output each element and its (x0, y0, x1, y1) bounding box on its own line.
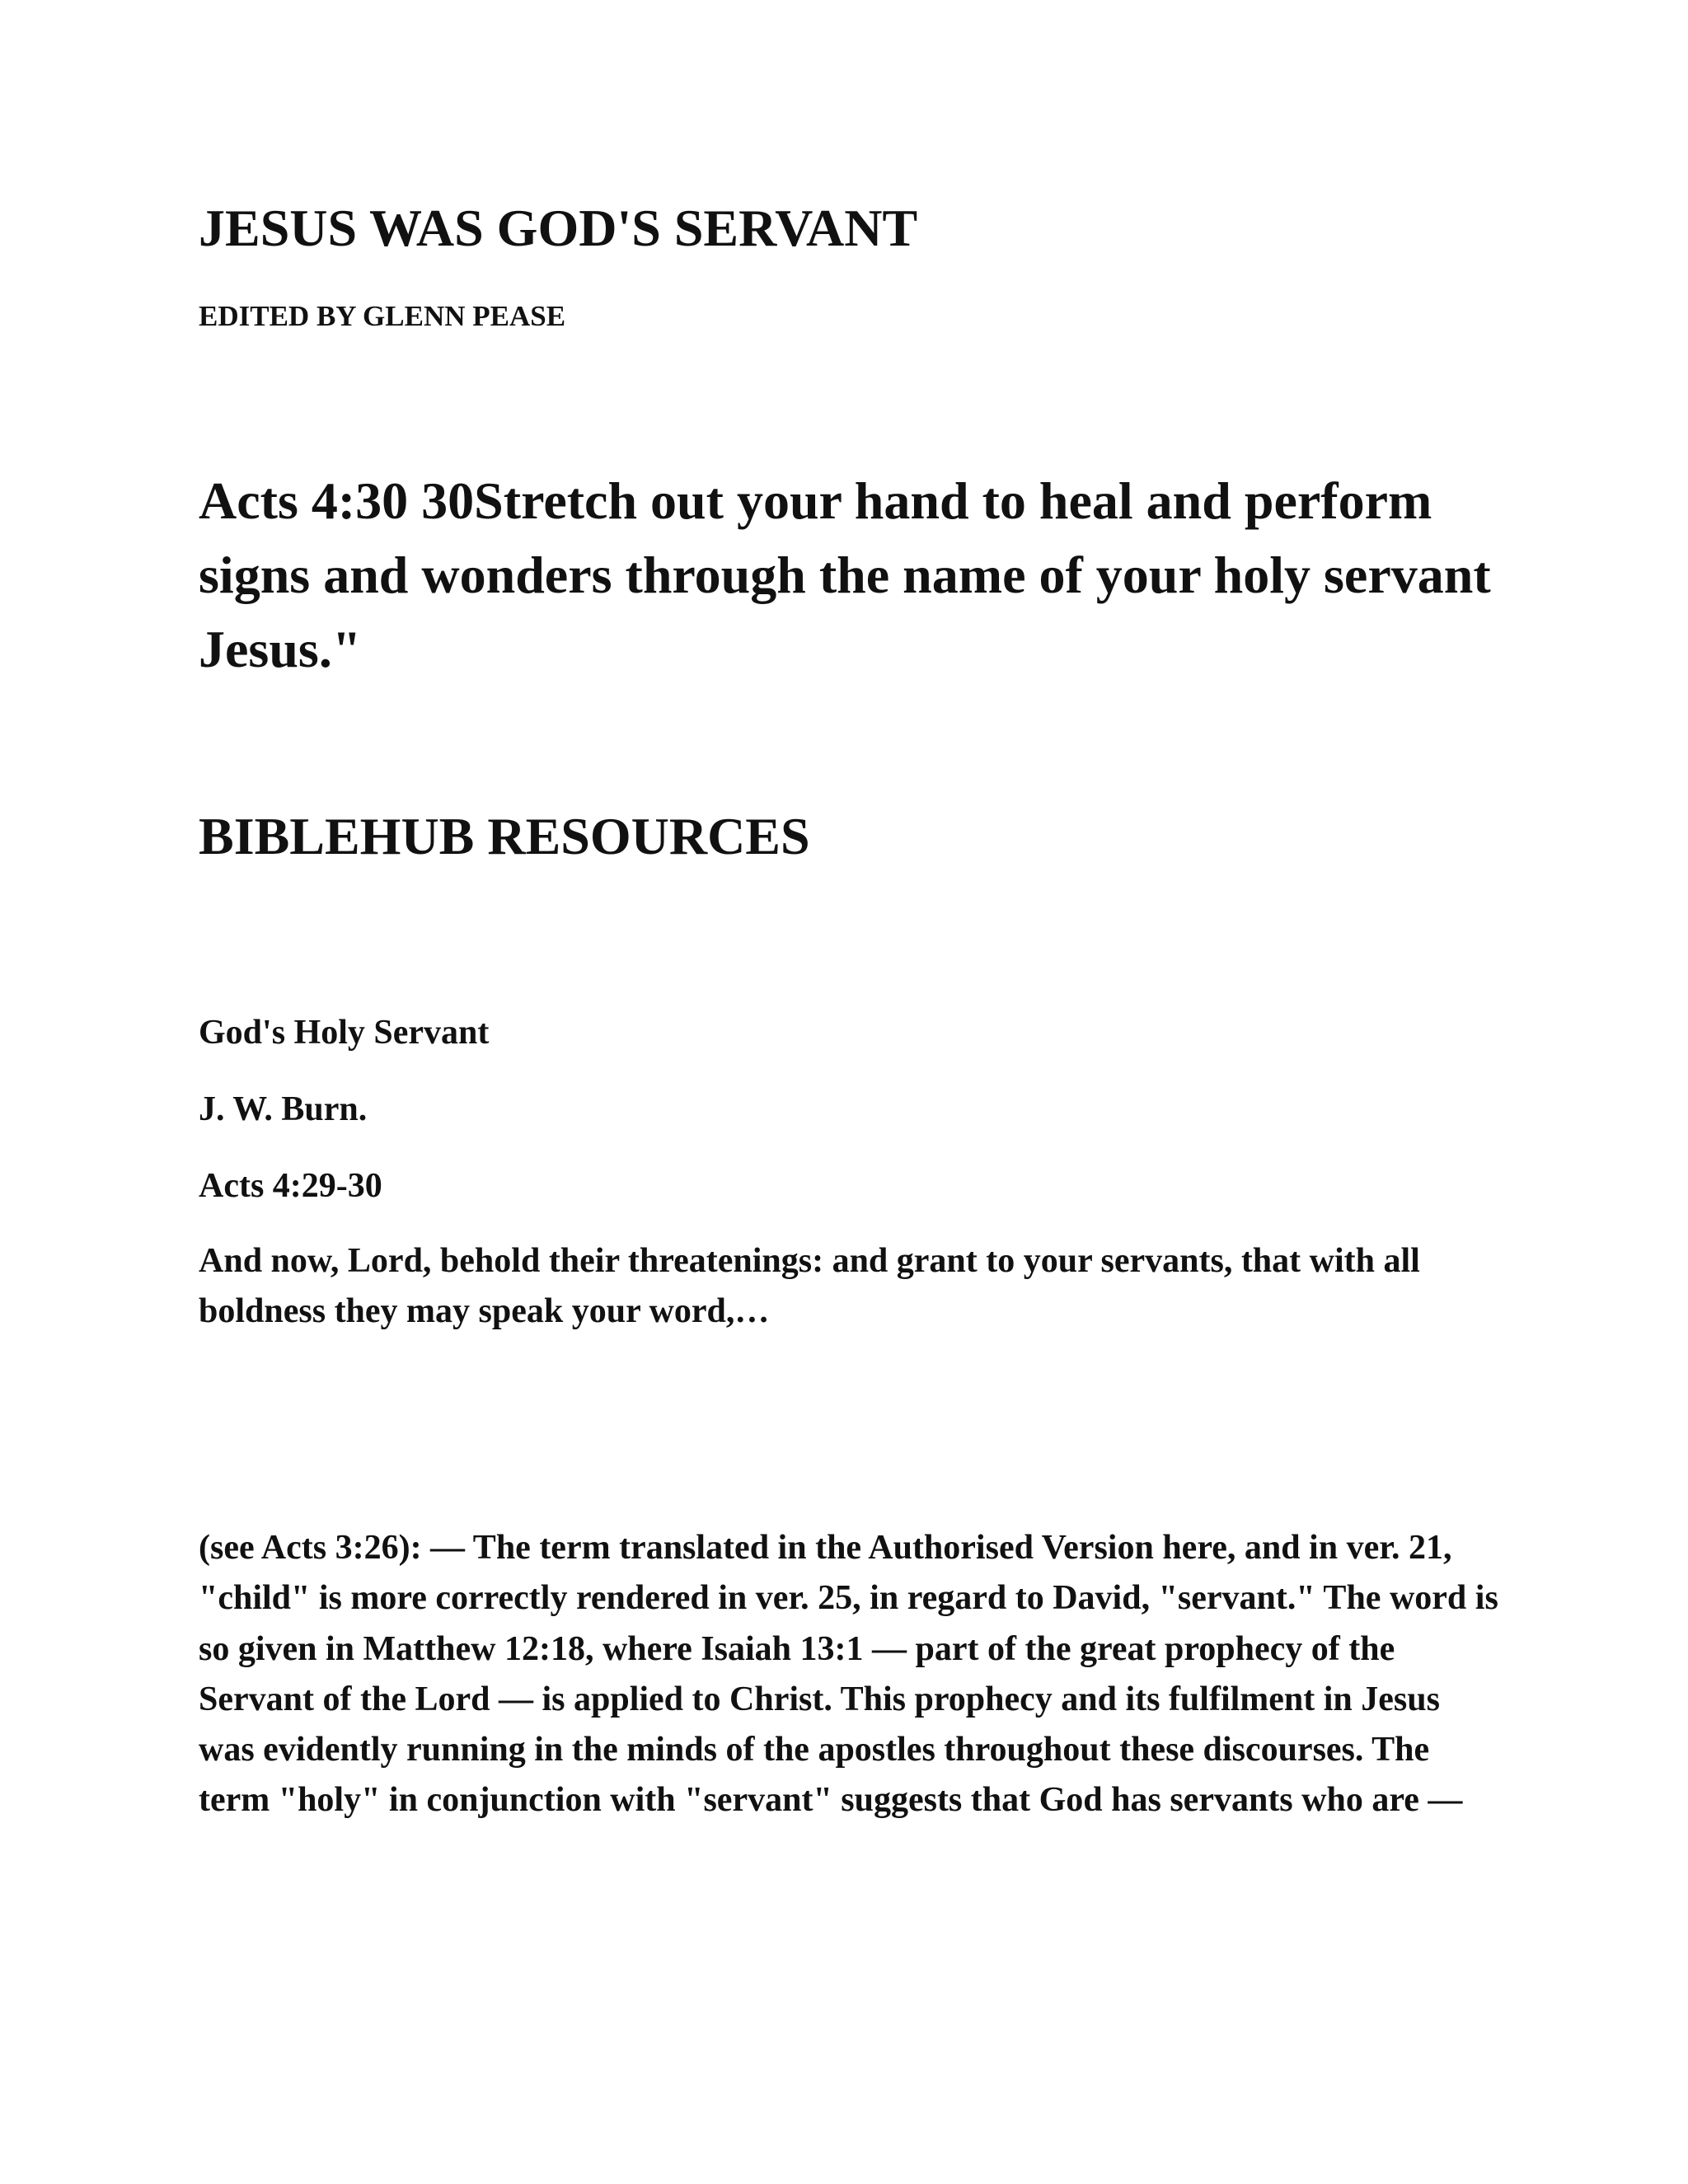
article-reference: Acts 4:29-30 (199, 1167, 382, 1205)
article-body: (see Acts 3:26): — The term translated in the Authorised Version here, and in ver. 21, "child" is more correctly rendered in ver. 25, in regard to David, "servant." The word is so given in Matthew 12:18, where Isaiah 13:1 — part of the great prophecy of the Servant of the Lord — is applied to Christ. This prophecy and its fulfilment in Jesus was evidently running in the minds of the apostles throughout these discourses. The term "holy" in conjunction with "servant" suggests that God has servants who are — (199, 1529, 1498, 1820)
article-author: J. W. Burn. (199, 1090, 368, 1128)
document-title: JESUS WAS GOD'S SERVANT (199, 199, 918, 257)
scripture-verse: Acts 4:30 30Stretch out your hand to heal and perform signs and wonders through the name of your holy servant Jesus." (199, 471, 1491, 678)
article-title: God's Holy Servant (199, 1014, 490, 1052)
editor-credit: EDITED BY GLENN PEASE (199, 300, 566, 332)
article-excerpt: And now, Lord, behold their threatenings: and grant to your servants, that with all boldness they may speak your word,… (199, 1242, 1420, 1330)
section-heading: BIBLEHUB RESOURCES (199, 807, 810, 865)
